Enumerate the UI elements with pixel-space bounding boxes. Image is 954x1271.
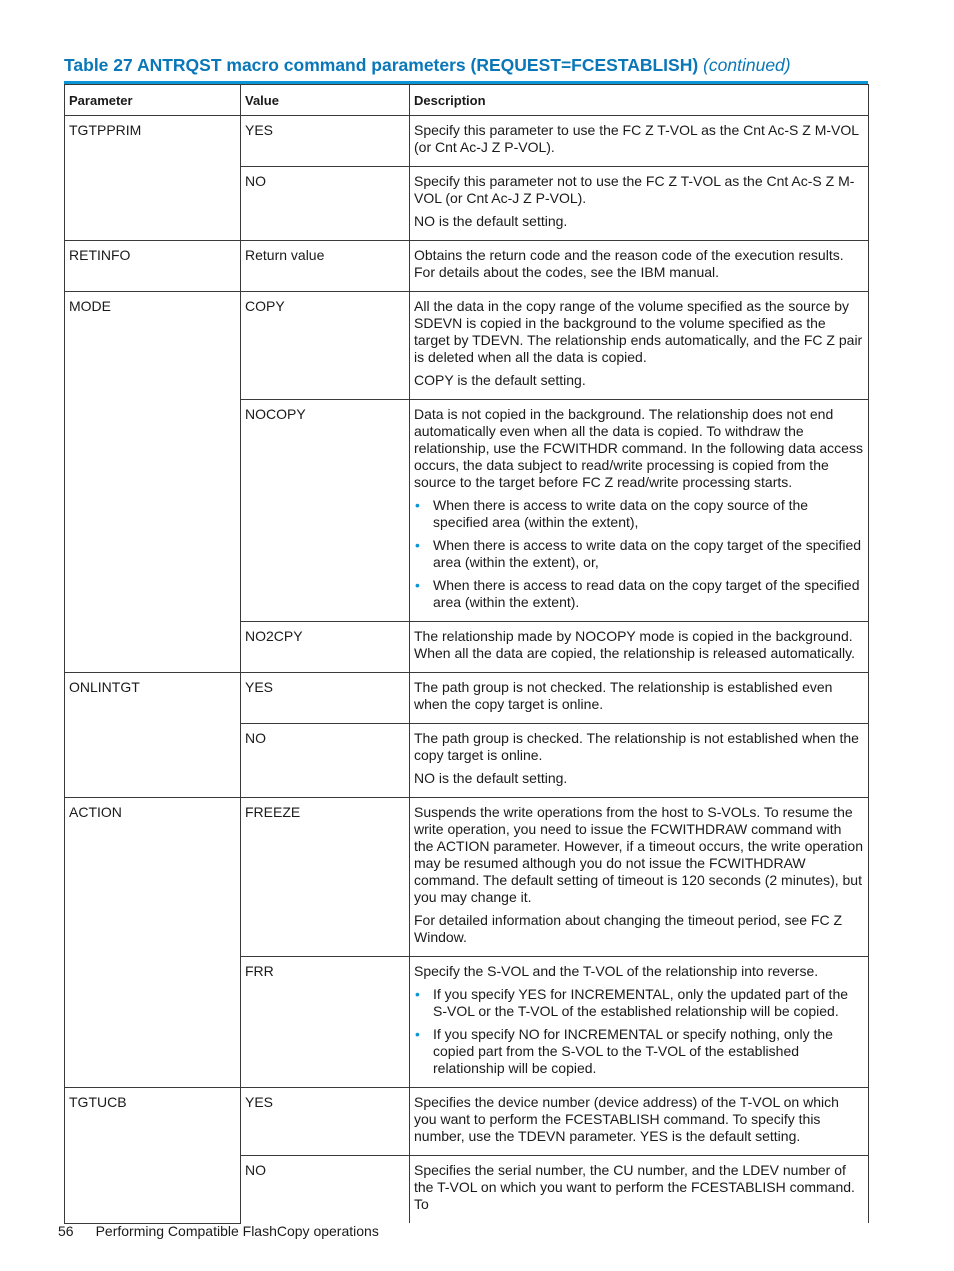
description-text: NO is the default setting. <box>414 213 568 229</box>
description-cell <box>410 957 869 1088</box>
value-cell: Return value <box>241 241 410 292</box>
value-cell: YES <box>241 116 410 167</box>
bullet-list <box>414 986 863 1077</box>
list-item <box>414 497 863 531</box>
description-cell <box>410 724 869 798</box>
parameters-table <box>64 84 869 1224</box>
description-text: Specify the S-VOL and the T-VOL of the relationship into reverse. <box>414 963 819 979</box>
description-cell <box>410 400 869 622</box>
description-cell <box>410 292 869 400</box>
bullet-icon: • <box>415 537 420 553</box>
param-cell: MODE <box>65 292 241 673</box>
bullet-icon: • <box>415 986 420 1002</box>
description-cell <box>410 622 869 673</box>
value-cell: NO <box>241 167 410 241</box>
bullet-icon: • <box>415 577 420 593</box>
header-parameter: Parameter <box>65 85 241 116</box>
value-cell: YES <box>241 1088 410 1156</box>
table-title: Table 27 ANTRQST macro command parameters (REQUEST=FCESTABLISH) <box>64 55 699 75</box>
table-row <box>65 292 869 400</box>
value-cell: FRR <box>241 957 410 1088</box>
header-value: Value <box>241 85 410 116</box>
header-row <box>65 85 869 116</box>
page-number: 56 <box>58 1223 74 1239</box>
description-cell <box>410 798 869 957</box>
bullet-icon: • <box>415 497 420 513</box>
description-text: Specifies the serial number, the CU number, and the LDEV number of the T-VOL on which you want to perform the FCESTABLISH command. To <box>414 1162 855 1212</box>
header-description: Description <box>410 85 869 116</box>
continued-label: (continued) <box>703 55 791 75</box>
footer-section-title: Performing Compatible FlashCopy operations <box>95 1223 379 1239</box>
value-cell: COPY <box>241 292 410 400</box>
list-item <box>414 986 863 1020</box>
table-row <box>65 1088 869 1156</box>
param-cell: TGTUCB <box>65 1088 241 1224</box>
description-cell <box>410 241 869 292</box>
description-text: Specify this parameter not to use the FC Z T-VOL as the Cnt Ac-S Z M-VOL (or Cnt Ac-J Z P-VOL). <box>414 173 855 206</box>
description-text: Specifies the device number (device address) of the T-VOL on which you want to perform the FCESTABLISH command. To specify this number, use the TDEVN parameter. YES is the default setting. <box>414 1094 839 1144</box>
list-item <box>414 577 863 611</box>
param-cell: ACTION <box>65 798 241 1088</box>
table-row <box>65 673 869 724</box>
description-text: Data is not copied in the background. The relationship does not end automatically even when all the data is copied. To withdraw the relationship, use the FCWITHDR command. In the following data access occurs, the data subject to read/write processing is copied from the source to the target before FC Z read/write processing starts. <box>414 406 863 490</box>
value-cell: NOCOPY <box>241 400 410 622</box>
value-cell: YES <box>241 673 410 724</box>
list-item-text: If you specify YES for INCREMENTAL, only the updated part of the S-VOL or the T-VOL of the established relationship will be copied. <box>433 986 849 1019</box>
table-caption <box>64 55 884 76</box>
description-text: For detailed information about changing the timeout period, see FC Z Window. <box>414 912 843 945</box>
list-item-text: When there is access to write data on the copy target of the specified area (within the extent), or, <box>433 537 862 570</box>
description-text: Specify this parameter to use the FC Z T-VOL as the Cnt Ac-S Z M-VOL (or Cnt Ac-J Z P-VOL). <box>414 122 859 155</box>
list-item-text: If you specify NO for INCREMENTAL or specify nothing, only the copied part from the S-VOL to the T-VOL of the established relationship will be copied. <box>433 1026 833 1076</box>
description-text: The path group is not checked. The relationship is established even when the copy target is online. <box>414 679 833 712</box>
table-row <box>65 116 869 167</box>
description-cell <box>410 1156 869 1224</box>
description-text: COPY is the default setting. <box>414 372 586 388</box>
value-cell: NO2CPY <box>241 622 410 673</box>
page-footer <box>58 1223 379 1239</box>
description-text: The relationship made by NOCOPY mode is copied in the background. When all the data are copied, the relationship is released automatically. <box>414 628 855 661</box>
list-item <box>414 537 863 571</box>
description-text: Obtains the return code and the reason code of the execution results. For details about the codes, see the IBM manual. <box>414 247 844 280</box>
description-text: All the data in the copy range of the volume specified as the source by SDEVN is copied in the background to the volume specified as the target by TDEVN. The relationship ends automatically, and the FC Z pair is deleted when all the data is copied. <box>414 298 863 365</box>
description-text: Suspends the write operations from the host to S-VOLs. To resume the write operation, you need to issue the FCWITHDRAW command with the ACTION parameter. However, if a timeout occurs, the write operation may be resumed although you do not issue the FCWITHDRAW command. The default setting of timeout is 120 seconds (2 minutes), but you may change it. <box>414 804 863 905</box>
description-cell <box>410 673 869 724</box>
description-cell <box>410 1088 869 1156</box>
description-text: NO is the default setting. <box>414 770 568 786</box>
table-row <box>65 798 869 957</box>
bullet-icon: • <box>415 1026 420 1042</box>
description-cell <box>410 116 869 167</box>
value-cell: NO <box>241 1156 410 1224</box>
param-cell: ONLINTGT <box>65 673 241 798</box>
description-cell <box>410 167 869 241</box>
value-cell: FREEZE <box>241 798 410 957</box>
bullet-list <box>414 497 863 611</box>
table-row <box>65 241 869 292</box>
list-item-text: When there is access to write data on the copy source of the specified area (within the extent), <box>433 497 809 530</box>
param-cell: TGTPPRIM <box>65 116 241 241</box>
value-cell: NO <box>241 724 410 798</box>
param-cell: RETINFO <box>65 241 241 292</box>
list-item-text: When there is access to read data on the copy target of the specified area (within the extent). <box>433 577 860 610</box>
description-text: The path group is checked. The relationship is not established when the copy target is online. <box>414 730 859 763</box>
list-item <box>414 1026 863 1077</box>
